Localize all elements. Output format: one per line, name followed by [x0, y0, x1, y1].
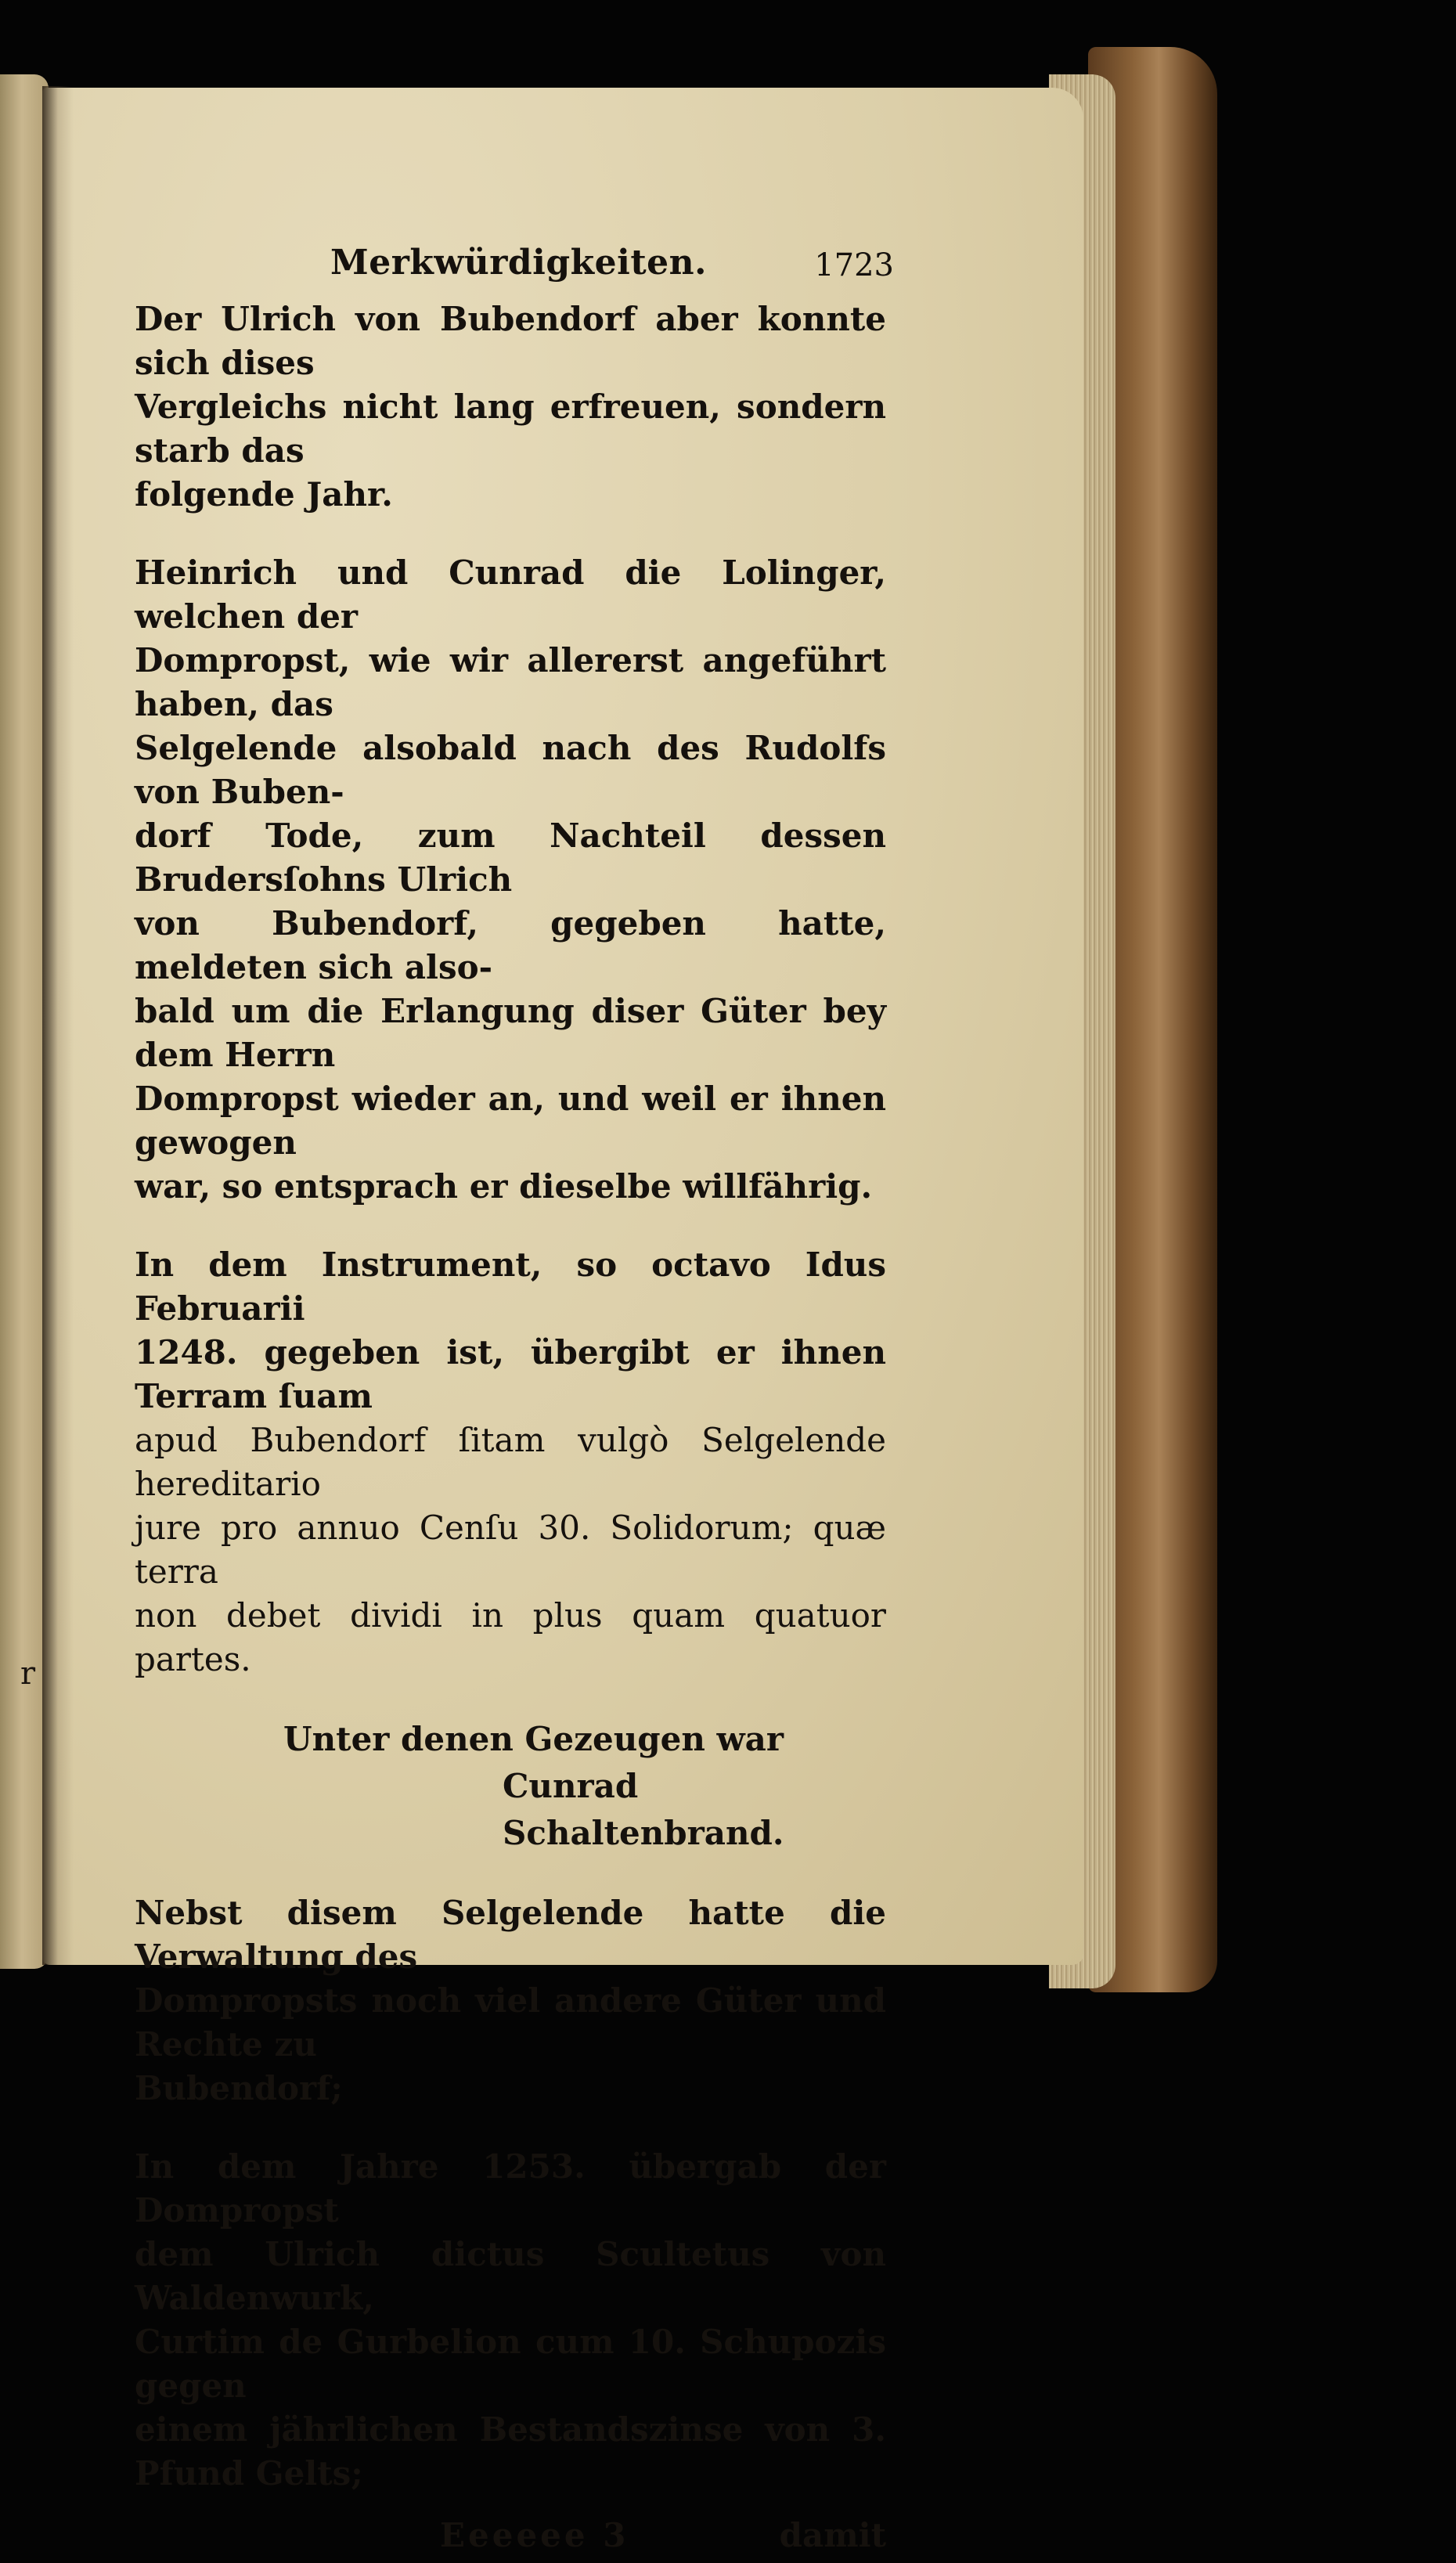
witness-heading: Unter denen Gezeugen war — [283, 1720, 784, 1758]
line: 1248. gegeben ist, übergibt er ihnen Terram ſuam — [135, 1333, 886, 1415]
paragraph-2 — [135, 551, 886, 1209]
line: bald um die Erlangung diser Güter bey dem Herrn — [135, 992, 886, 1074]
line: Nebst disem Selgelende hatte die Verwaltung des — [135, 1894, 886, 1976]
catchword: damit — [779, 2516, 886, 2554]
gutter-shadow — [42, 86, 74, 1965]
line: Selgelende alsobald nach des Rudolfs von Buben- — [135, 729, 886, 811]
page-footer — [135, 2516, 886, 2563]
line: Dompropst, wie wir allererst angeführt haben, das — [135, 641, 886, 723]
left-page-fragment: r — [20, 1656, 36, 1692]
line: apud Bubendorf ſitam vulgò Selgelende hereditario — [135, 1421, 886, 1503]
witness-name: Cunrad Schaltenbrand. — [503, 1767, 784, 1852]
paragraph-4 — [135, 1891, 886, 2111]
signature-mark: Eeeeee 3 — [440, 2516, 629, 2554]
paragraph-1 — [135, 297, 886, 517]
running-head: Merkwürdigkeiten. — [330, 243, 707, 283]
line: dorf Tode, zum Nachteil dessen Brudersſohns Ulrich — [135, 816, 886, 899]
paragraph-3-latin — [135, 1243, 886, 1682]
line: von Bubendorf, gegeben hatte, meldeten sich also- — [135, 904, 886, 986]
line: non debet dividi in plus quam quatuor partes. — [135, 1596, 886, 1678]
line: Der Ulrich von Bubendorf aber konnte sich dises — [135, 300, 886, 382]
line: Vergleichs nicht lang erfreuen, sondern starb das — [135, 388, 886, 470]
line: Dompropst wieder an, und weil er ihnen gewogen — [135, 1080, 886, 1162]
line: dem Ulrich dictus Scultetus von Waldenwurk, — [135, 2235, 886, 2317]
line: jure pro annuo Cenſu 30. Solidorum; quæ terra — [135, 1509, 886, 1591]
text-block — [135, 227, 894, 2563]
line: war, so entsprach er dieselbe willfährig. — [135, 1167, 873, 1206]
left-page-edge — [0, 74, 49, 1969]
paragraph-5 — [135, 2145, 886, 2496]
line: Dompropsts noch viel andere Güter und Rechte zu — [135, 1981, 886, 2064]
page-number: 1723 — [814, 247, 894, 283]
page-header — [135, 227, 894, 297]
line: Bubendorf; — [135, 2069, 343, 2107]
line: In dem Instrument, so octavo Idus Februarii — [135, 1245, 886, 1328]
line: folgende Jahr. — [135, 475, 393, 514]
line: Curtim de Gurbelion cum 10. Schupozis gegen — [135, 2323, 886, 2405]
line: einem jährlichen Bestandszinse von 3. Pfund Gelts; — [135, 2410, 886, 2493]
line: In dem Jahre 1253. übergab der Dompropst — [135, 2147, 886, 2230]
line: Heinrich und Cunrad die Lolinger, welchen der — [135, 553, 886, 636]
